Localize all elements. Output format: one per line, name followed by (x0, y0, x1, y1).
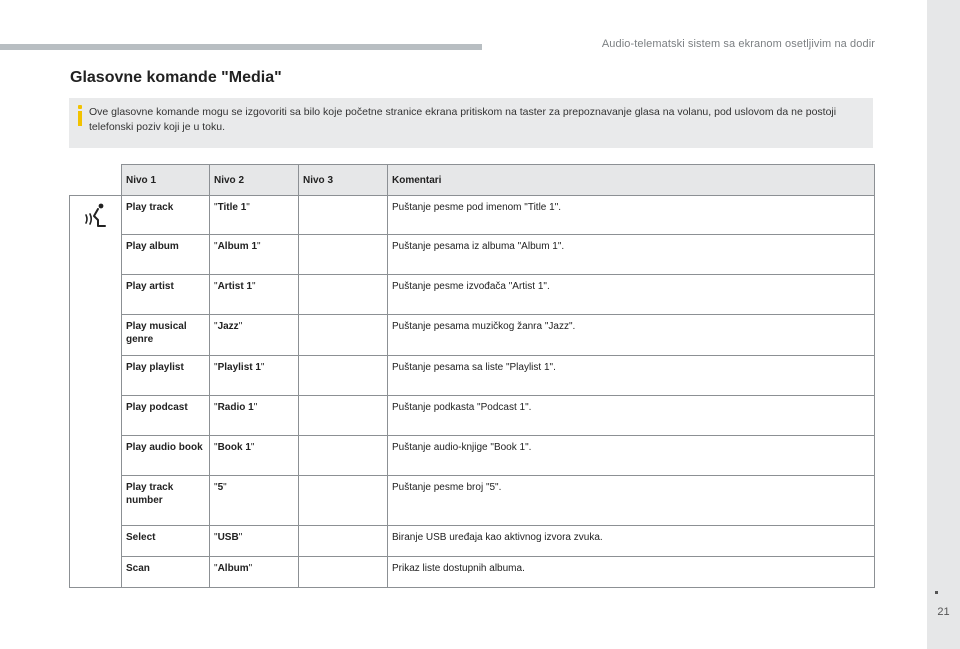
level1-cell: Play audio book (122, 436, 210, 476)
level1-cell: Play track (122, 196, 210, 235)
table-row (70, 396, 875, 436)
comment-cell: Puštanje audio-knjige "Book 1". (388, 436, 875, 476)
table-row (70, 557, 875, 588)
page-marker-dot (935, 591, 938, 594)
level3-cell (299, 436, 388, 476)
table-row (70, 476, 875, 526)
level2-cell: "Album 1" (210, 235, 299, 275)
level2-cell: "Title 1" (210, 196, 299, 235)
header-level1: Nivo 1 (122, 165, 210, 196)
level2-value: Playlist 1 (217, 362, 261, 373)
comment-cell: Puštanje podkasta "Podcast 1". (388, 396, 875, 436)
level2-cell: "Playlist 1" (210, 356, 299, 396)
table-row (70, 196, 875, 235)
header-rule (0, 44, 482, 50)
level2-value: 5 (217, 482, 224, 493)
level2-value: Title 1 (217, 202, 247, 213)
level2-cell: "5" (210, 476, 299, 526)
page-edge-strip (927, 0, 960, 649)
level3-cell (299, 235, 388, 275)
level2-cell: "Album" (210, 557, 299, 588)
level2-value: Album (217, 563, 249, 574)
level1-cell: Scan (122, 557, 210, 588)
level3-cell (299, 275, 388, 315)
level2-cell: "Radio 1" (210, 396, 299, 436)
table-header-row (70, 165, 875, 196)
level2-value: Book 1 (217, 442, 251, 453)
level1-cell: Play artist (122, 275, 210, 315)
level1-cell: Play musical genre (122, 315, 210, 356)
comment-cell: Puštanje pesme pod imenom "Title 1". (388, 196, 875, 235)
level1-cell: Select (122, 526, 210, 557)
level2-value: Radio 1 (217, 402, 254, 413)
level3-cell (299, 356, 388, 396)
comment-cell: Biranje USB uređaja kao aktivnog izvora zvuka. (388, 526, 875, 557)
level3-cell (299, 526, 388, 557)
voice-command-icon (74, 202, 117, 228)
comment-cell: Prikaz liste dostupnih albuma. (388, 557, 875, 588)
header-comment: Komentari (388, 165, 875, 196)
comment-cell: Puštanje pesme broj "5". (388, 476, 875, 526)
level1-cell: Play track number (122, 476, 210, 526)
level2-value: Album 1 (217, 241, 258, 252)
info-box (69, 98, 873, 148)
level2-cell: "Jazz" (210, 315, 299, 356)
table-row (70, 436, 875, 476)
info-icon (77, 105, 85, 127)
table-row (70, 235, 875, 275)
level2-value: Jazz (217, 321, 239, 332)
table-row (70, 526, 875, 557)
level3-cell (299, 396, 388, 436)
header-level2: Nivo 2 (210, 165, 299, 196)
info-text: Ove glasovne komande mogu se izgovoriti sa bilo koje početne stranice ekrana pritiskom na taster za prepoznavanje glasa na volanu, pod uslovom da ne postoji telefonski poziv koji je u toku. (89, 106, 837, 133)
page-title: Glasovne komande "Media" (70, 69, 282, 86)
comment-cell: Puštanje pesama sa liste "Playlist 1". (388, 356, 875, 396)
comment-cell: Puštanje pesama muzičkog žanra "Jazz". (388, 315, 875, 356)
level2-cell: "Artist 1" (210, 275, 299, 315)
header-blank (70, 165, 122, 196)
level1-cell: Play album (122, 235, 210, 275)
level2-cell: "Book 1" (210, 436, 299, 476)
level3-cell (299, 196, 388, 235)
level2-value: Artist 1 (217, 281, 253, 292)
table-row (70, 315, 875, 356)
table-row (70, 356, 875, 396)
level3-cell (299, 476, 388, 526)
comment-cell: Puštanje pesme izvođača "Artist 1". (388, 275, 875, 315)
comment-cell: Puštanje pesama iz albuma "Album 1". (388, 235, 875, 275)
section-title: Audio-telematski sistem sa ekranom osetljivim na dodir (601, 38, 875, 50)
level2-cell: "USB" (210, 526, 299, 557)
level1-cell: Play podcast (122, 396, 210, 436)
voice-icon-cell (70, 196, 122, 588)
level2-value: USB (217, 532, 239, 543)
level1-cell: Play playlist (122, 356, 210, 396)
header-level3: Nivo 3 (299, 165, 388, 196)
voice-command-table (69, 164, 875, 588)
table-row (70, 275, 875, 315)
level3-cell (299, 315, 388, 356)
page-number: 21 (937, 606, 950, 618)
level3-cell (299, 557, 388, 588)
